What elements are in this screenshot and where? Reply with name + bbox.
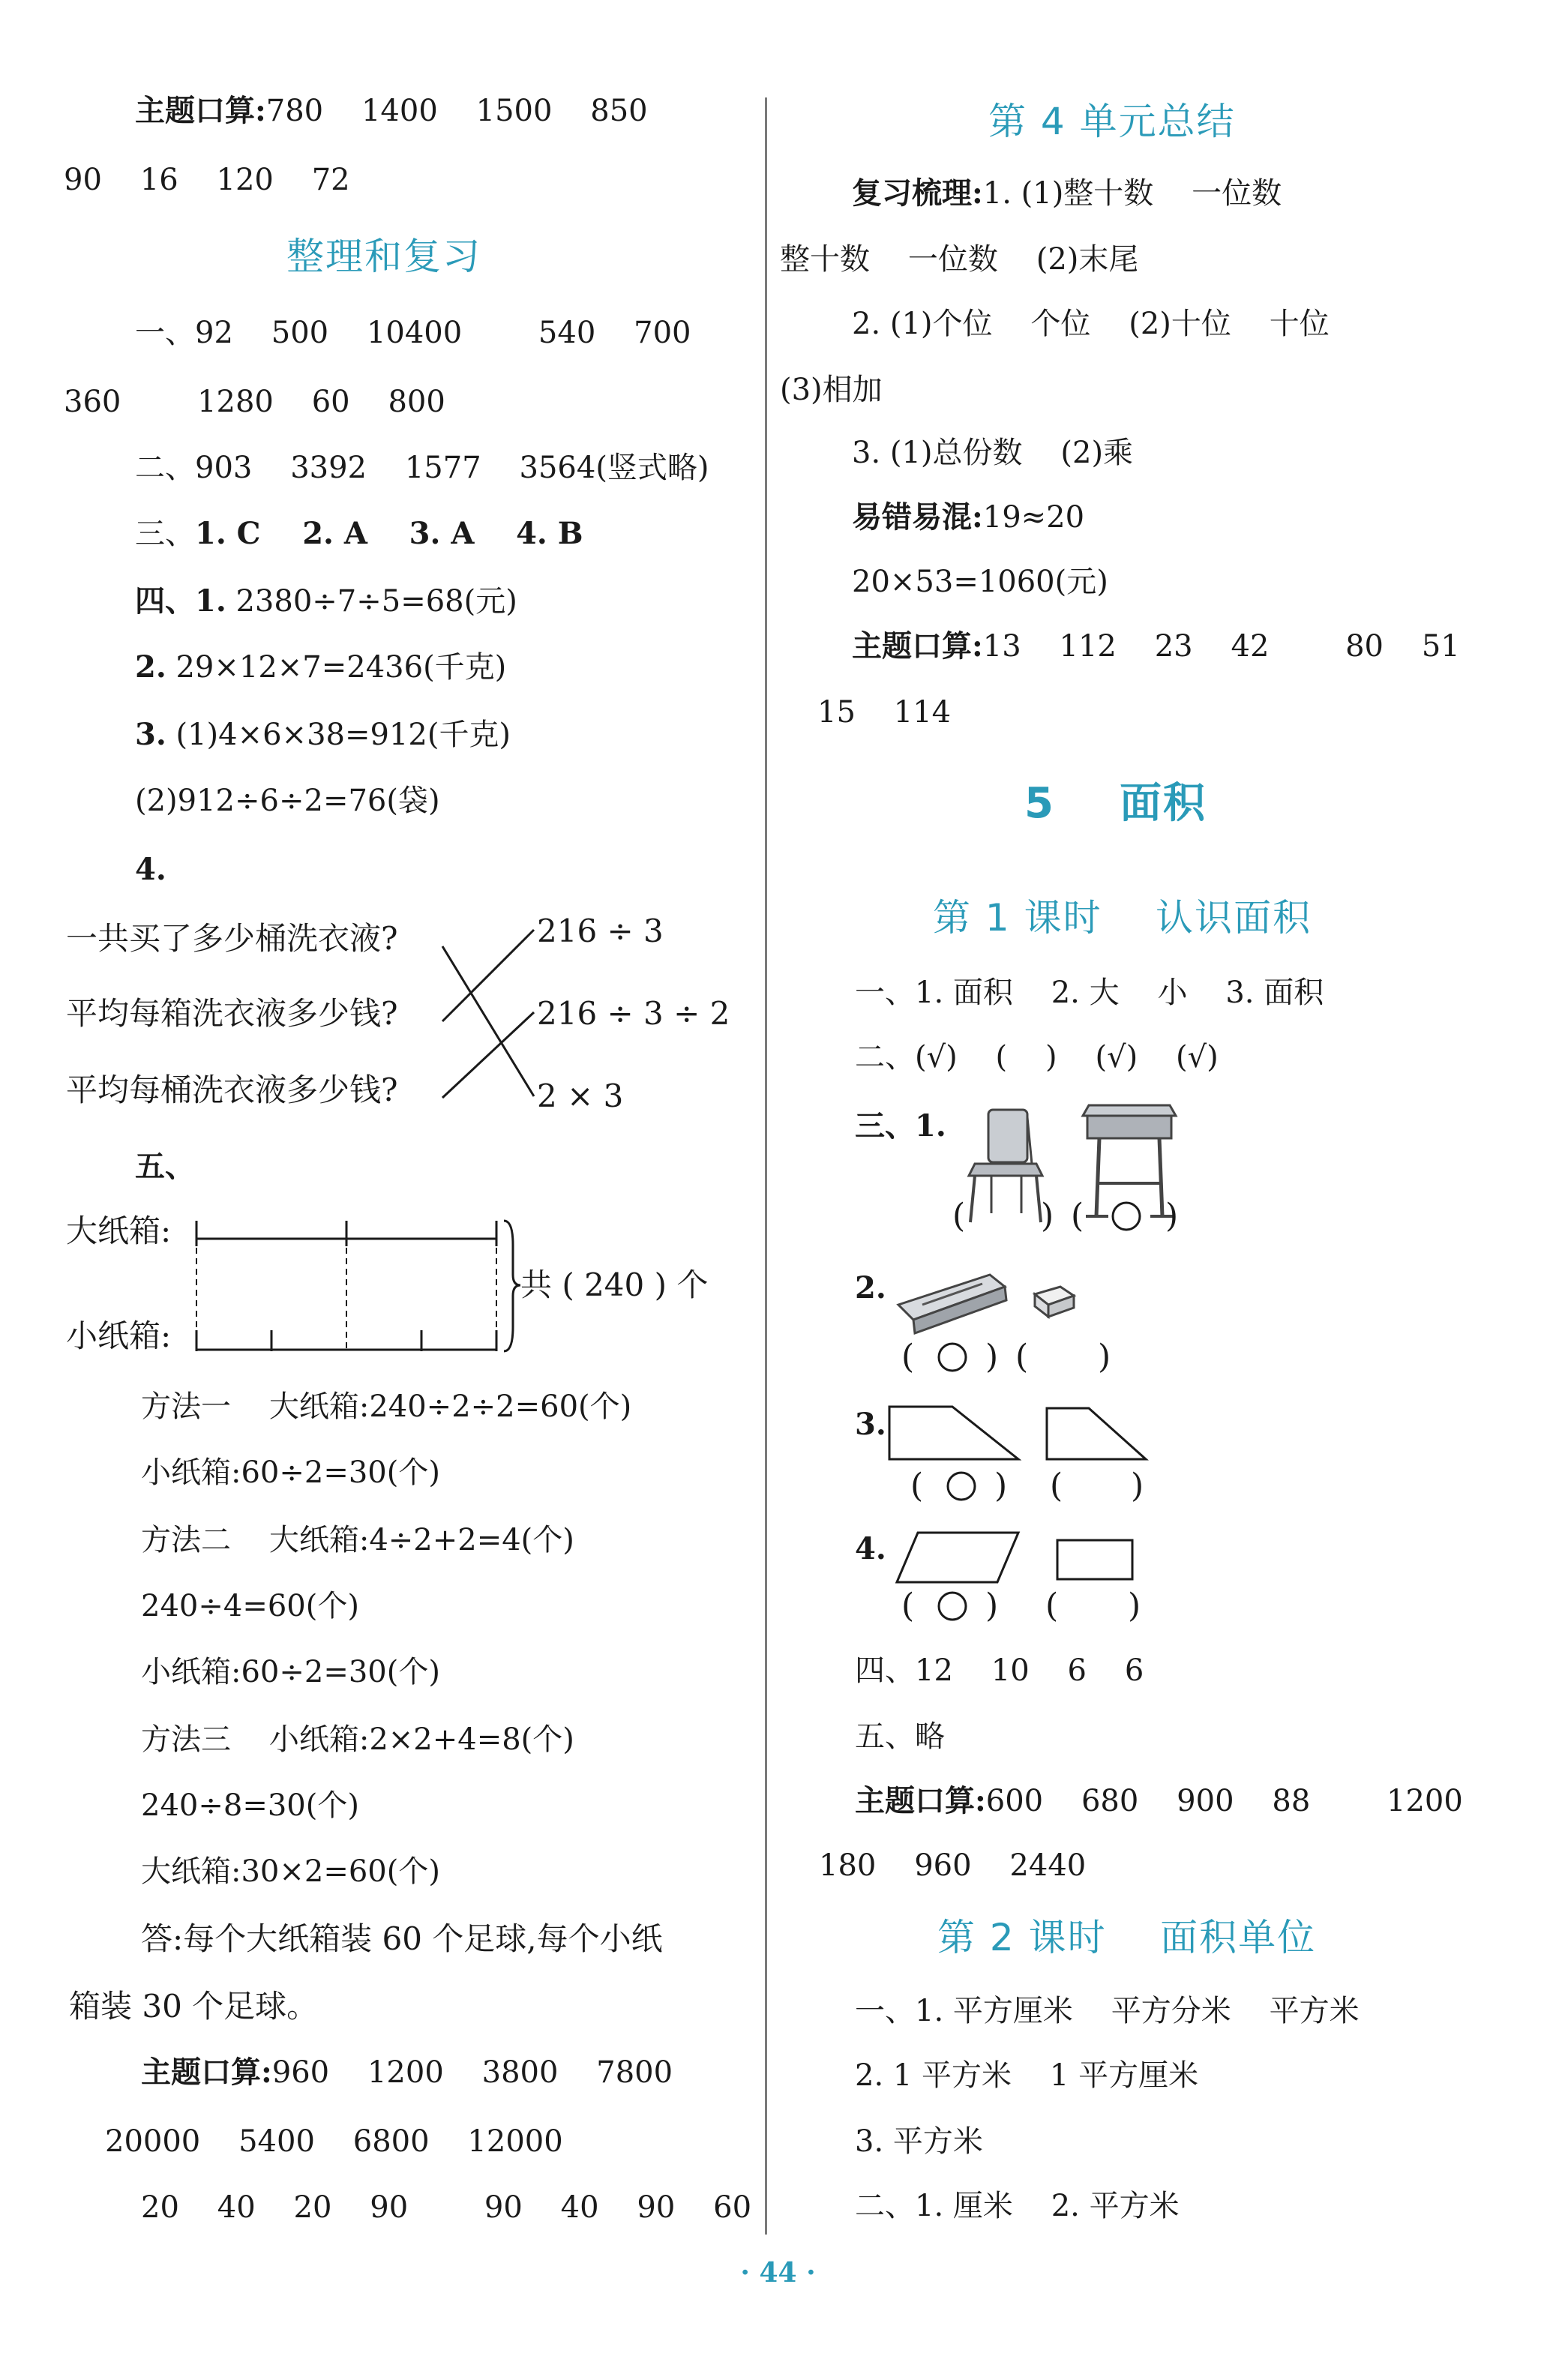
right-calc2-values: 600 680 900 88 1200 (985, 1784, 1463, 1818)
svg-text:(: ( (1045, 1587, 1059, 1625)
method-2-small: 小纸箱:60÷2=30(个) (141, 1655, 440, 1689)
chair-image (969, 1110, 1042, 1222)
right-calc-label: 主题口算: (852, 628, 983, 664)
lesson-1-title: 第 1 课时 认识面积 (933, 896, 1312, 940)
bottom-calc-line-2: 20000 5400 6800 12000 (105, 2124, 563, 2159)
q4-1-text: 2380÷7÷5=68(元) (226, 584, 517, 619)
mistake-label: 易错易混: (852, 499, 983, 535)
answer-line-2: 箱装 30 个足球。 (69, 1988, 319, 2025)
lesson-2-q2: 2. 1 平方米 1 平方厘米 (855, 2058, 1199, 2093)
small-box-label: 小纸箱: (66, 1317, 172, 1354)
section-title: 整理和复习 (286, 235, 481, 278)
review-text: 1. (1)整十数 一位数 (982, 176, 1282, 211)
right-calc2-line-2: 180 960 2440 (819, 1848, 1087, 1883)
total-label: 共 ( 240 ) 个 (520, 1266, 709, 1303)
right-calc-line-2: 15 114 (817, 695, 952, 730)
lesson-2-q3: 3. 平方米 (855, 2124, 983, 2159)
q5-number: 五、 (135, 1149, 195, 1184)
chapter-title: 5 面积 (1024, 779, 1207, 828)
svg-text:(: ( (1015, 1338, 1029, 1376)
bottom-calc-values: 960 1200 3800 7800 (271, 2055, 673, 2090)
trapezoid-left-shape (889, 1407, 1018, 1459)
topic-calc-values: 780 1400 1500 850 (265, 94, 648, 128)
item-2-answers (901, 1338, 1111, 1376)
match-question-1: 一共买了多少桶洗衣液? (66, 920, 398, 957)
match-answer-1: 216 ÷ 3 (537, 913, 664, 949)
q3-number: 三、 (135, 517, 195, 551)
lesson-2-q4: 二、1. 厘米 2. 平方米 (855, 2189, 1180, 2223)
review-line-4: (3)相加 (780, 373, 883, 407)
big-box-label: 大纸箱: (66, 1212, 172, 1249)
lesson-1-q2: 二、(√) ( ) (√) (√) (855, 1040, 1219, 1075)
svg-text:(: ( (1071, 1197, 1084, 1235)
right-calc2-line-1 (855, 1782, 1463, 1821)
trapezoid-right-shape (1047, 1408, 1146, 1459)
bottom-calc-label: 主题口算: (141, 2055, 272, 2090)
topic-calc-label: 主题口算: (135, 93, 266, 128)
q4-2-number: 2. (135, 649, 166, 685)
pencil-case-image (898, 1275, 1006, 1333)
bottom-calc-line-3: 20 40 20 90 90 40 90 60 (141, 2190, 752, 2225)
unit-summary-title: 第 4 单元总结 (988, 100, 1236, 143)
q4-3-number: 3. (135, 717, 166, 752)
match-question-2: 平均每箱洗衣液多少钱? (66, 995, 398, 1032)
review-label: 复习梳理: (852, 175, 983, 211)
q3-items: 1. C 2. A 3. A 4. B (195, 516, 583, 551)
desk-image (1083, 1105, 1176, 1216)
answer-line-1: 答:每个大纸箱装 60 个足球,每个小纸 (141, 1920, 663, 1957)
svg-text:): ) (1128, 1587, 1141, 1625)
method-1-small: 小纸箱:60÷2=30(个) (141, 1455, 440, 1490)
lesson-1-q3: 三、1. (855, 1108, 946, 1144)
svg-text:(: ( (1050, 1467, 1063, 1505)
match-answer-3: 2 × 3 (537, 1078, 624, 1114)
topic-calc-continued: 90 16 120 72 (64, 163, 350, 197)
svg-text:): ) (1131, 1467, 1144, 1505)
svg-text:): ) (994, 1467, 1008, 1505)
method-3-line: 240÷8=30(个) (141, 1788, 359, 1823)
svg-text:): ) (1098, 1338, 1111, 1376)
q1-line-1: 一、92 500 10400 540 700 (135, 316, 691, 350)
rectangle-shape (1057, 1540, 1132, 1579)
review-line-3: 2. (1)个位 个位 (2)十位 十位 (852, 307, 1330, 341)
review-line-5: 3. (1)总份数 (2)乘 (852, 436, 1134, 470)
right-calc-values: 13 112 23 42 80 51 (982, 629, 1460, 664)
page-number: · 44 · (740, 2257, 816, 2289)
item-1-answers (952, 1197, 1178, 1235)
svg-text:(: ( (901, 1338, 915, 1376)
method-1-big: 方法一 大纸箱:240÷2÷2=60(个) (141, 1389, 632, 1424)
svg-text:(: ( (901, 1587, 915, 1625)
method-3-small: 方法三 小纸箱:2×2+4=8(个) (141, 1722, 574, 1757)
review-line-2: 整十数 一位数 (2)末尾 (780, 242, 1139, 277)
lesson-1-q4: 四、12 10 6 6 (855, 1653, 1144, 1688)
lesson-1-q5: 五、略 (855, 1719, 945, 1754)
lesson-2-q1: 一、1. 平方厘米 平方分米 平方米 (855, 1994, 1360, 2028)
lesson-1-q1: 一、1. 面积 2. 大 小 3. 面积 (855, 976, 1324, 1010)
trapezoid-shapes (889, 1407, 1146, 1459)
mistake-text: 19≈20 (982, 500, 1085, 535)
q4-4-number: 4. (135, 852, 166, 887)
svg-text:(: ( (952, 1197, 966, 1235)
svg-text:): ) (1041, 1197, 1054, 1235)
match-question-3: 平均每桶洗衣液多少钱? (66, 1072, 398, 1108)
q2-line: 二、903 3392 1577 3564(竖式略) (135, 451, 709, 485)
parallelogram-rectangle-shapes (897, 1533, 1132, 1582)
q4-2-text: 29×12×7=2436(千克) (166, 650, 507, 685)
item-3-answers (910, 1467, 1144, 1505)
figure-number-2: 2. (855, 1270, 886, 1305)
item-4-answers (901, 1587, 1141, 1625)
method-2-line: 240÷4=60(个) (141, 1589, 359, 1623)
svg-text:(: ( (910, 1467, 924, 1505)
q4-1-number: 四、1. (135, 583, 226, 619)
svg-text:): ) (1165, 1197, 1179, 1235)
method-3-big: 大纸箱:30×2=60(个) (141, 1854, 440, 1889)
parallelogram-shape (897, 1533, 1018, 1582)
figure-number-4: 4. (855, 1531, 886, 1566)
q4-3a-text: (1)4×6×38=912(千克) (166, 718, 511, 752)
eraser-image (1035, 1287, 1074, 1317)
mistake-line-2: 20×53=1060(元) (852, 565, 1108, 599)
svg-text:): ) (985, 1338, 999, 1376)
q4-3b-line: (2)912÷6÷2=76(袋) (135, 784, 440, 818)
right-calc2-label: 主题口算: (855, 1783, 986, 1818)
match-answer-2: 216 ÷ 3 ÷ 2 (537, 995, 730, 1032)
method-2-big: 方法二 大纸箱:4÷2+2=4(个) (141, 1523, 574, 1557)
q1-line-2: 360 1280 60 800 (64, 385, 445, 419)
lesson-2-title: 第 2 课时 面积单位 (937, 1916, 1317, 1959)
svg-text:): ) (985, 1587, 999, 1625)
figure-number-3: 3. (855, 1407, 886, 1442)
